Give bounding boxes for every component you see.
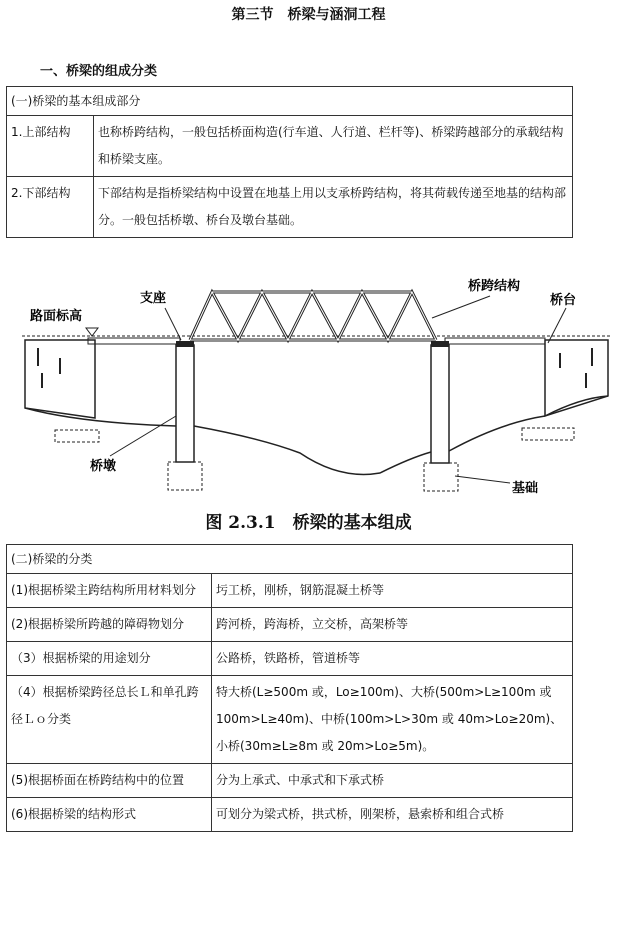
table2-row-label: （3）根据桥梁的用途划分 [7, 642, 212, 676]
table1-header: (一)桥梁的基本组成部分 [7, 87, 573, 116]
table1-row-label: 2.下部结构 [7, 177, 94, 238]
table2-row-desc: 分为上承式、中承式和下承式桥 [212, 764, 573, 798]
table2-row-desc: 可划分为梁式桥，拱式桥，刚架桥，悬索桥和组合式桥 [212, 798, 573, 832]
page-title: 第三节 桥梁与涵洞工程 [231, 7, 386, 23]
table2-row-desc: 跨河桥，跨海桥，立交桥，高架桥等 [212, 608, 573, 642]
table1-row-desc: 下部结构是指桥梁结构中设置在地基上用以支承桥跨结构，将其荷载传递至地基的结构部分。一般包括桥墩、桥台及墩台基础。 [94, 177, 573, 238]
table-row [7, 676, 573, 764]
table-row [7, 177, 573, 238]
left-bearing [176, 341, 194, 347]
table-row [7, 574, 573, 608]
label-bearing: 支座 [140, 291, 167, 306]
table2-row-label: (1)根据桥梁主跨结构所用材料划分 [7, 574, 212, 608]
table-row [7, 798, 573, 832]
table1-row-desc: 也称桥跨结构，一般包括桥面构造(行车道、人行道、栏杆等)、桥梁跨越部分的承载结构和桥梁支座。 [94, 116, 573, 177]
table2-row-label: (5)根据桥面在桥跨结构中的位置 [7, 764, 212, 798]
table-row [7, 608, 573, 642]
table1-row-label: 1.上部结构 [7, 116, 94, 177]
table2-row-desc: 公路桥，铁路桥，管道桥等 [212, 642, 573, 676]
label-pier: 桥墩 [90, 459, 117, 474]
left-deck [88, 338, 180, 344]
label-abutment: 桥台 [550, 293, 577, 308]
table2-row-desc: 特大桥(L≥500m 或，Lo≥100m)、大桥(500m>L≥100m 或100m>L≥40m)、中桥(100m>L>30m 或 40m>Lo≥20m)、小桥(30m≥L≥8m 或 20m>Lo≥5m)。 [212, 676, 573, 764]
table-row [7, 642, 573, 676]
level-marker-icon [86, 328, 98, 336]
figure-caption: 图 2.3.1 桥梁的基本组成 [205, 513, 412, 533]
table2-row-label: （4）根据桥梁跨径总长Ｌ和单孔跨径Ｌｏ分类 [7, 676, 212, 764]
right-foundation [424, 463, 458, 491]
right-abutment [545, 340, 608, 416]
label-foundation: 基础 [512, 481, 539, 496]
right-bearing [431, 341, 449, 347]
right-pier [431, 345, 449, 463]
left-abutment [25, 340, 95, 418]
classification-table [6, 544, 573, 832]
basic-components-table [6, 86, 573, 238]
left-foundation [168, 462, 202, 490]
left-pier [176, 345, 194, 462]
label-span-structure: 桥跨结构 [468, 279, 521, 294]
table2-row-desc: 圬工桥，刚桥，钢筋混凝土桥等 [212, 574, 573, 608]
table2-header: (二)桥梁的分类 [7, 545, 573, 574]
right-deck [445, 338, 545, 344]
truss-span [190, 292, 436, 340]
table-row [7, 116, 573, 177]
bridge-diagram [0, 248, 617, 508]
table2-row-label: (2)根据桥梁所跨越的障碍物划分 [7, 608, 212, 642]
table2-row-label: (6)根据桥梁的结构形式 [7, 798, 212, 832]
section-heading: 一、桥梁的组成分类 [40, 64, 158, 79]
table-row [7, 764, 573, 798]
label-road-level: 路面标高 [30, 309, 83, 324]
